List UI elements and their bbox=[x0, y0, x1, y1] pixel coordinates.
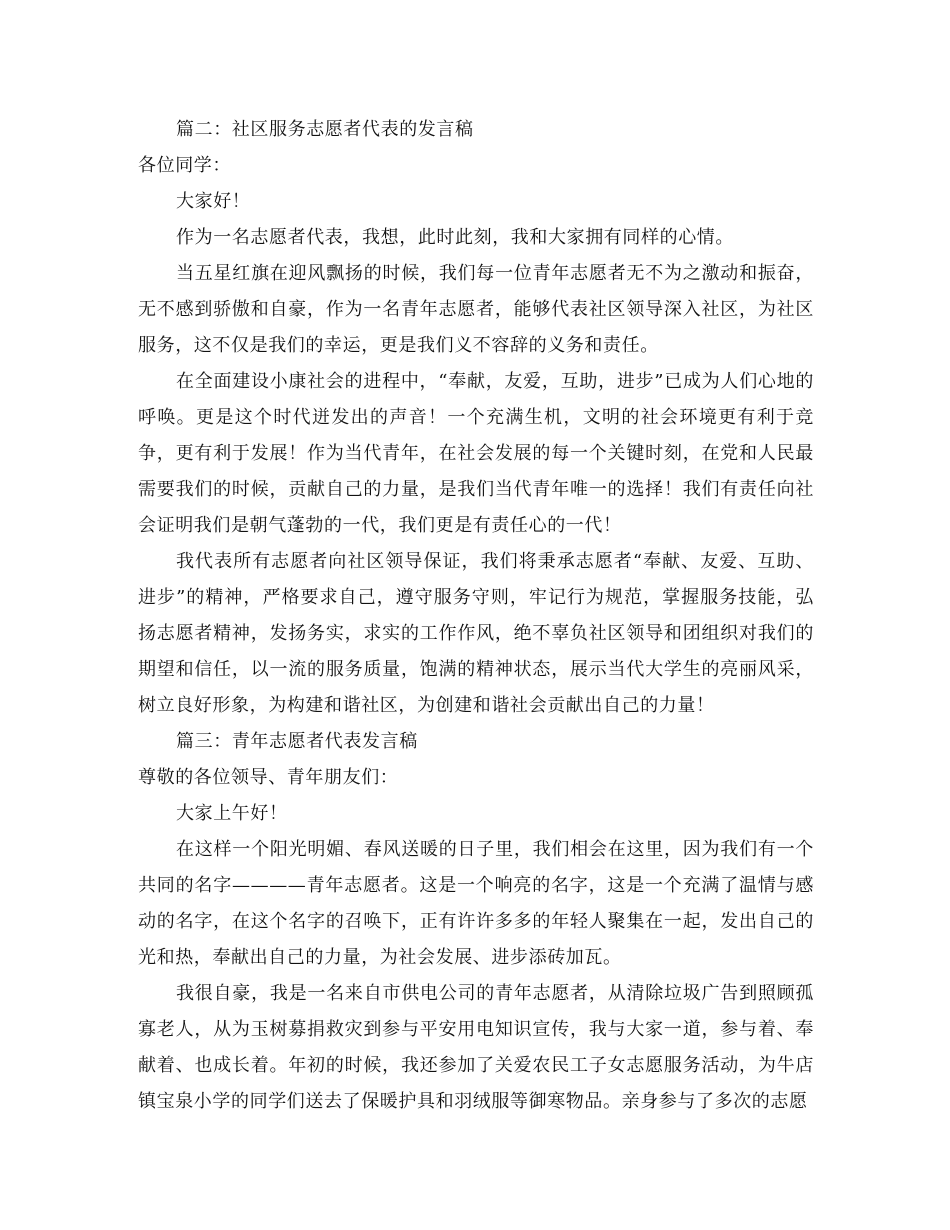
section-2-paragraph-5: 我代表所有志愿者向社区领导保证，我们将秉承志愿者“奉献、友爱、互助、进步”的精神，严格要求自己，遵守服务守则，牢记行为规范，掌握服务技能，弘扬志愿者精神，发扬务实，求实的工作作风，绝不辜负社区领导和团组织对我们的期望和信任，以一流的服务质量，饱满的精神状态，展示当代大学生的亮丽风采，树立良好形象，为构建和谐社区，为创建和谐社会贡献出自己的力量！ bbox=[138, 551, 814, 716]
section-2-paragraph-1: 大家好！ bbox=[176, 191, 251, 212]
section-2-salutation: 各位同学： bbox=[138, 155, 231, 176]
section-2-paragraph-4: 在全面建设小康社会的进程中，“奉献，友爱，互助，进步”已成为人们心地的呼唤。更是这个时代迸发出的声音！一个充满生机，文明的社会环境更有利于竞争，更有利于发展！作为当代青年，在社会发展的每一个关键时刻，在党和人民最需要我们的时候，贡献自己的力量，是我们当代青年唯一的选择！我们有责任向社会证明我们是朝气蓬勃的一代，我们更是有责任心的一代！ bbox=[138, 371, 814, 536]
section-3-paragraph-1: 大家上午好！ bbox=[176, 803, 288, 824]
document-body bbox=[138, 112, 814, 1120]
section-2-paragraph-2: 作为一名志愿者代表，我想，此时此刻，我和大家拥有同样的心情。 bbox=[176, 227, 734, 248]
section-3-title: 篇三：青年志愿者代表发言稿 bbox=[176, 731, 418, 752]
section-3-salutation: 尊敬的各位领导、青年朋友们： bbox=[138, 767, 399, 788]
section-2-paragraph-3: 当五星红旗在迎风飘扬的时候，我们每一位青年志愿者无不为之激动和振奋，无不感到骄傲和自豪，作为一名青年志愿者，能够代表社区领导深入社区，为社区服务，这不仅是我们的幸运，更是我们义不容辞的义务和责任。 bbox=[138, 263, 814, 356]
section-2-title: 篇二：社区服务志愿者代表的发言稿 bbox=[176, 119, 474, 140]
section-3-paragraph-2: 在这样一个阳光明媚、春风送暖的日子里，我们相会在这里，因为我们有一个共同的名字————青年志愿者。这是一个响亮的名字，这是一个充满了温情与感动的名字，在这个名字的召唤下，正有许许多多的年轻人聚集在一起，发出自己的光和热，奉献出自己的力量，为社会发展、进步添砖加瓦。 bbox=[138, 839, 814, 968]
section-3-paragraph-3: 我很自豪，我是一名来自市供电公司的青年志愿者，从清除垃圾广告到照顾孤寡老人，从为玉树募捐救灾到参与平安用电知识宣传，我与大家一道，参与着、奉献着、也成长着。年初的时候，我还参加了关爱农民工子女志愿服务活动，为牛店镇宝泉小学的同学们送去了保暖护具和羽绒服等御寒物品。亲身参与了多次的志愿 bbox=[138, 983, 814, 1112]
